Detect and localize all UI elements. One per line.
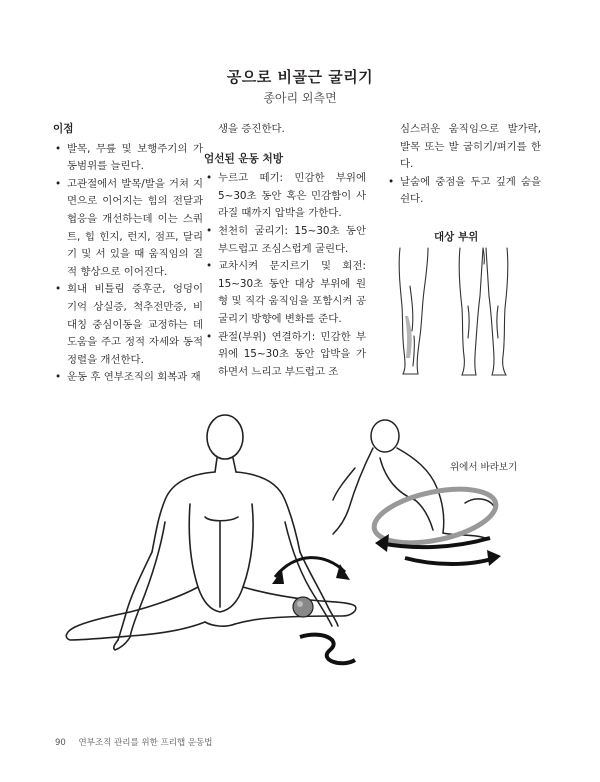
- book-title: 연부조직 관리를 위한 프리햅 운동법: [78, 738, 213, 748]
- list-item: • 고관절에서 발목/발을 거쳐 지면으로 이어지는 힘의 전달과 협응을 개선하는데 이는 스쿼트, 힙 힌지, 런지, 점프, 달리기 및 서 있을 때 움직임의 질적 향상으로 이어진다.: [53, 176, 203, 282]
- continuation-text: 심스러운 움직임으로 발가락, 발목 또는 발 굽히기/펴기를 한다.: [400, 123, 541, 171]
- benefits-heading: 이점: [53, 123, 74, 135]
- column-continued: [386, 121, 541, 209]
- page-title: 공으로 비골근 굴리기: [226, 68, 374, 86]
- list-item: • 누르고 떼기: 민감한 부위에 5~30초 동안 혹은 민감함이 사라질 때까지 압박을 가한다.: [204, 170, 366, 223]
- top-view-illustration: [325, 408, 550, 588]
- column-benefits: [53, 121, 203, 387]
- page-footer: [55, 736, 213, 748]
- list-item: • 교차시켜 문지르기 및 회전: 15~30초 동안 대상 부위에 원형 및 직각 움직임을 포함시켜 공 굴리기 방향에 변화를 준다.: [204, 258, 366, 328]
- top-view-label: 위에서 바라보기: [450, 462, 518, 473]
- list-item: • 발목, 무릎 및 보행주기의 가동범위를 늘린다.: [53, 141, 203, 176]
- page-subtitle: 종아리 외측면: [263, 91, 337, 105]
- page-number: 90: [55, 738, 66, 748]
- list-item: • 운동 후 연부조직의 회복과 재: [53, 369, 203, 387]
- continuation-text: 생을 증진한다.: [218, 123, 285, 135]
- list-item: • 날숨에 중점을 두고 깊게 숨을 쉰다.: [386, 174, 541, 209]
- exercise-illustration: [60, 412, 360, 697]
- breathing-list: [386, 174, 541, 209]
- list-item: • 천천히 굴리기: 15~30초 동안 부드럽고 조심스럽게 굴린다.: [204, 223, 366, 258]
- target-area-legs-illustration: [388, 246, 538, 380]
- prescription-list: [204, 170, 366, 381]
- column-prescription: [204, 121, 366, 381]
- list-item: • 관절(부위) 연결하기: 민감한 부위에 15~30초 동안 압박을 가하면서 느리고 부드럽고 조: [204, 329, 366, 382]
- benefits-list: [53, 141, 203, 387]
- target-area-label: 대상 부위: [434, 231, 479, 243]
- list-item: • 회내 비틀림 증후군, 엉덩이 기억 상실증, 척추전만증, 비대칭 중심이동을 교정하는 데 도움을 주고 정적 자세와 동적 정렬을 개선한다.: [53, 281, 203, 369]
- prescription-heading: 엄선된 운동 처방: [204, 152, 284, 165]
